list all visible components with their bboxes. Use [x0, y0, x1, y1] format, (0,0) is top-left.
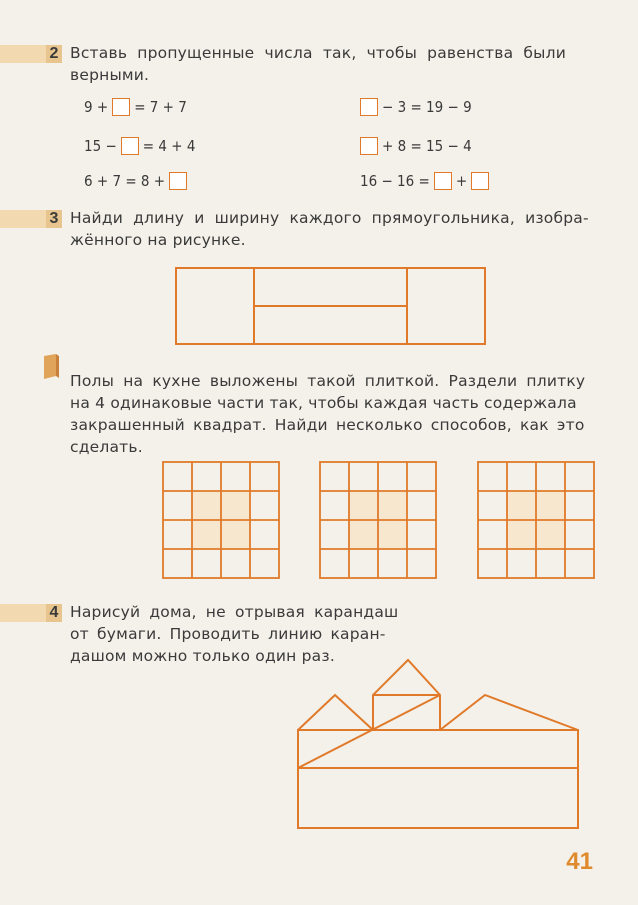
- task4-line2: от бумаги. Проводить линию каран-: [70, 625, 386, 643]
- task3-text: [70, 207, 610, 251]
- equation-5: + 8 = 15 − 4: [360, 137, 472, 155]
- task2-text: [70, 42, 610, 86]
- task3-number: 3: [46, 210, 62, 228]
- equation-1: 9 + = 7 + 7: [84, 98, 187, 116]
- equation-2: 15 − = 4 + 4: [84, 137, 196, 155]
- houses-figure[interactable]: [290, 650, 590, 835]
- answer-box[interactable]: [121, 137, 139, 155]
- answer-box[interactable]: [169, 172, 187, 190]
- answer-box[interactable]: [112, 98, 130, 116]
- tile-line1: Полы на кухне выложены такой плиткой. Раздели плитку: [70, 372, 586, 390]
- tile-task-text: [70, 370, 610, 458]
- tile-grid-1[interactable]: [161, 460, 281, 580]
- answer-box[interactable]: [360, 137, 378, 155]
- tile-line3: закрашенный квадрат. Найди несколько способов, как это: [70, 416, 585, 434]
- task4-line3: дашом можно только один раз.: [70, 647, 335, 665]
- tile-line4: сделать.: [70, 438, 143, 456]
- book-icon: [41, 354, 61, 380]
- task2-line2: верными.: [70, 66, 150, 84]
- task2-line1: Вставь пропущенные числа так, чтобы равенства были: [70, 44, 567, 62]
- task3-line1: Найди длину и ширину каждого прямоугольника, изобра-: [70, 209, 589, 227]
- equation-4: − 3 = 19 − 9: [360, 98, 472, 116]
- task4-line1: Нарисуй дома, не отрывая карандаш: [70, 603, 399, 621]
- equation-3: 6 + 7 = 8 +: [84, 172, 187, 190]
- task4-number: 4: [46, 604, 62, 622]
- task2-number: 2: [46, 45, 62, 63]
- answer-box[interactable]: [471, 172, 489, 190]
- answer-box[interactable]: [360, 98, 378, 116]
- tile-grid-2[interactable]: [318, 460, 438, 580]
- page-number: 41: [566, 848, 593, 875]
- tile-grid-3[interactable]: [476, 460, 596, 580]
- equation-6: 16 − 16 = +: [360, 172, 489, 190]
- tile-line2: на 4 одинаковые части так, чтобы каждая часть содержала: [70, 394, 577, 412]
- task3-line2: жённого на рисунке.: [70, 231, 246, 249]
- rectangles-figure: [174, 266, 488, 346]
- answer-box[interactable]: [434, 172, 452, 190]
